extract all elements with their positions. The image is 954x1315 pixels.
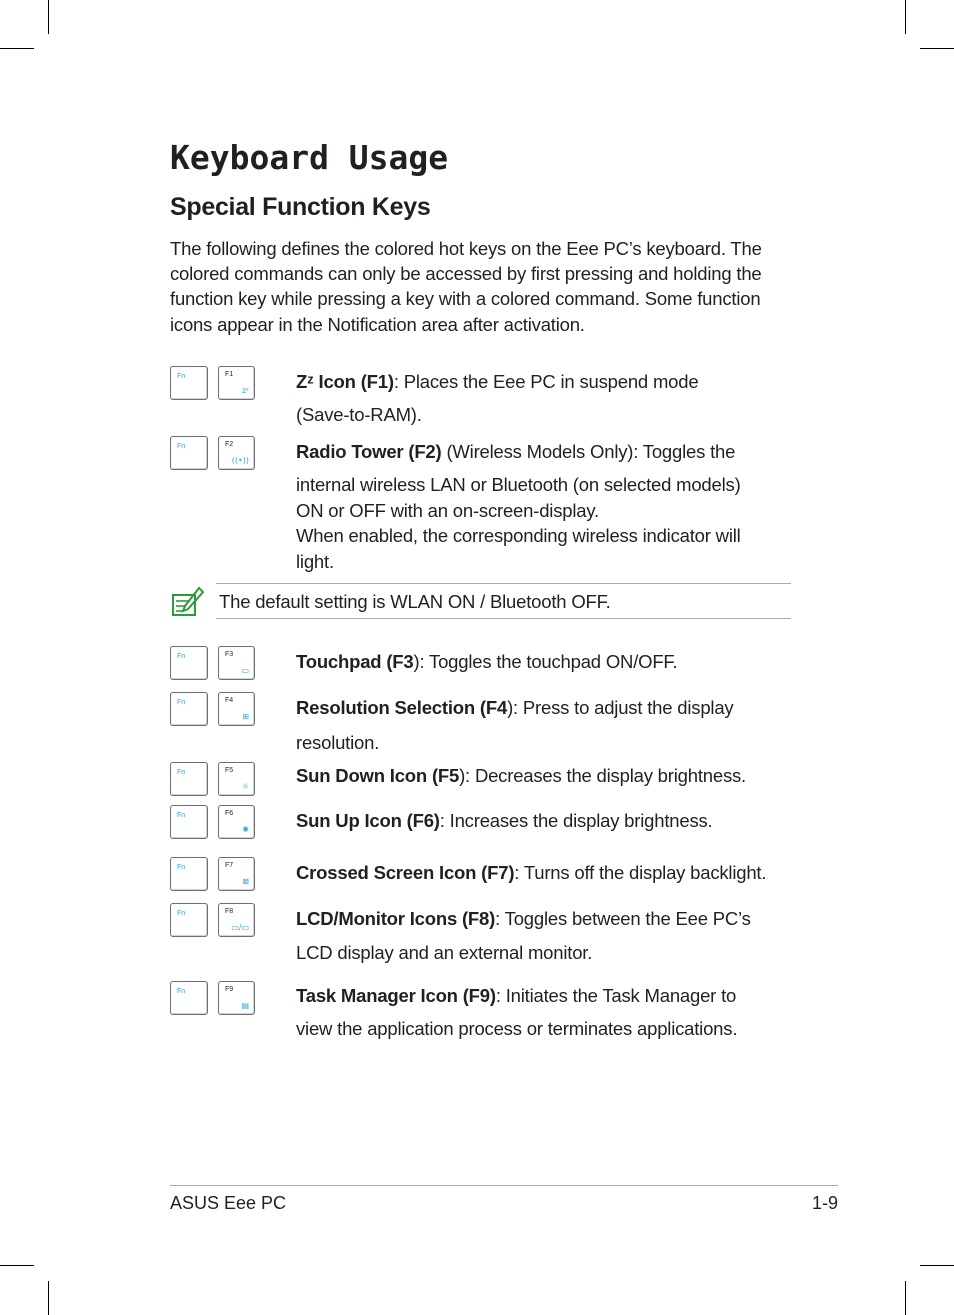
key-combo — [170, 762, 260, 796]
key-description-line: When enabled, the corresponding wireless indicator will — [296, 525, 741, 546]
intro-line: function key while pressing a key with a colored command. Some function — [170, 288, 761, 310]
page-title: Keyboard Usage — [170, 138, 449, 177]
intro-line: icons appear in the Notification area after activation. — [170, 313, 585, 335]
footer-product-name: ASUS Eee PC — [170, 1193, 287, 1213]
key-name: Touchpad (F3 — [296, 651, 414, 672]
fn-key — [170, 366, 208, 400]
zz-icon: zᶻ — [241, 386, 249, 395]
fn-key-label: Fn — [177, 373, 186, 380]
fn-key-label: Fn — [177, 812, 186, 819]
resolution-icon: ⊞ — [242, 712, 249, 721]
key-description — [296, 371, 791, 426]
fn-key-label: Fn — [177, 653, 186, 660]
crop-mark — [0, 48, 34, 49]
crop-mark — [48, 1281, 49, 1315]
footer-rule — [170, 1185, 838, 1186]
key-description-line: Places the Eee PC in suspend mode — [403, 371, 699, 392]
fn-key — [170, 903, 208, 937]
function-key — [218, 436, 255, 470]
key-combo — [170, 692, 260, 726]
key-combo — [170, 436, 260, 470]
fn-key — [170, 692, 208, 726]
note-rule-bottom — [216, 618, 791, 619]
key-name: Task Manager Icon (F9) — [296, 985, 496, 1006]
key-name: Resolution Selection (F4 — [296, 697, 508, 718]
function-key-label: F9 — [225, 986, 234, 993]
crop-mark — [920, 48, 954, 49]
fn-key-label: Fn — [177, 443, 186, 450]
key-separator: : — [495, 908, 505, 929]
key-separator: ): — [507, 697, 523, 718]
key-description-line: resolution. — [296, 732, 380, 753]
key-separator: : — [514, 862, 524, 883]
key-combo — [170, 857, 260, 891]
key-name: Sun Down Icon (F5 — [296, 765, 460, 786]
sun-up-icon: ✺ — [242, 825, 249, 834]
function-key-label: F4 — [225, 697, 234, 704]
fn-key — [170, 646, 208, 680]
lcd-monitor-icon: ▭/▭ — [231, 923, 249, 932]
note-rule-top — [216, 583, 791, 584]
fn-key — [170, 436, 208, 470]
intro-paragraph — [170, 236, 795, 337]
function-key-label: F1 — [225, 371, 234, 378]
key-separator: ): — [413, 651, 430, 672]
key-description — [296, 697, 791, 754]
crop-mark — [905, 0, 906, 34]
key-description-line: ON or OFF with an on-screen-display. — [296, 500, 599, 521]
key-combo — [170, 981, 260, 1015]
fn-key-label: Fn — [177, 988, 186, 995]
key-description — [296, 862, 791, 884]
function-key — [218, 646, 255, 680]
crossed-screen-icon: ⊠ — [242, 877, 249, 886]
fn-key-label: Fn — [177, 910, 186, 917]
function-key-label: F6 — [225, 810, 234, 817]
function-key-label: F5 — [225, 767, 234, 774]
key-description-line: Initiates the Task Manager to — [505, 985, 737, 1006]
key-separator: : — [393, 371, 404, 392]
function-key — [218, 366, 255, 400]
key-description — [296, 765, 791, 787]
key-description-line: (Save-to-RAM). — [296, 404, 422, 425]
page-number: 1-9 — [811, 1193, 838, 1213]
key-separator: : — [439, 810, 450, 831]
key-description-line: Toggles between the Eee PC’s — [504, 908, 751, 929]
note-box — [170, 583, 791, 619]
function-key-label: F7 — [225, 862, 234, 869]
function-key-label: F8 — [225, 908, 234, 915]
key-name: Crossed Screen Icon (F7) — [296, 862, 515, 883]
function-key — [218, 903, 255, 937]
function-key — [218, 692, 255, 726]
fn-key-label: Fn — [177, 769, 186, 776]
fn-key — [170, 805, 208, 839]
key-combo — [170, 805, 260, 839]
intro-line: The following defines the colored hot keys on the Eee PC’s keyboard. The — [170, 238, 762, 259]
crop-mark — [920, 1265, 954, 1266]
function-key — [218, 805, 255, 839]
section-title: Special Function Keys — [170, 193, 431, 221]
note-text: The default setting is WLAN ON / Bluetooth OFF. — [219, 591, 611, 612]
fn-key-label: Fn — [177, 864, 186, 871]
function-key — [218, 762, 255, 796]
task-manager-icon: ▤ — [241, 1001, 249, 1010]
key-name: Sun Up Icon (F6) — [296, 810, 440, 831]
key-description-line: light. — [296, 551, 334, 572]
radio-tower-icon: ((•)) — [231, 456, 249, 465]
key-description-line: Turns off the display backlight. — [523, 862, 767, 883]
key-description-line: Toggles the touchpad ON/OFF. — [429, 651, 678, 672]
fn-key — [170, 857, 208, 891]
key-separator: ): — [459, 765, 475, 786]
key-description — [296, 908, 791, 964]
crop-mark — [905, 1281, 906, 1315]
key-description-line: (Wireless Models Only): Toggles the — [446, 441, 736, 462]
function-key — [218, 981, 255, 1015]
key-name: Radio Tower (F2) — [296, 441, 442, 462]
key-description-line: Press to adjust the display — [522, 697, 734, 718]
fn-key — [170, 981, 208, 1015]
key-description-line: internal wireless LAN or Bluetooth (on selected models) — [296, 474, 741, 495]
key-description — [296, 810, 791, 832]
function-key-label: F2 — [225, 441, 234, 448]
function-key — [218, 857, 255, 891]
key-description-line: Decreases the display brightness. — [474, 765, 746, 786]
key-separator: : — [495, 985, 506, 1006]
key-name: Zᶻ Icon (F1) — [296, 371, 394, 392]
sun-down-icon: ☼ — [241, 782, 249, 791]
key-description-line: view the application process or terminates applications. — [296, 1018, 738, 1039]
key-combo — [170, 366, 260, 400]
crop-mark — [48, 0, 49, 34]
fn-key-label: Fn — [177, 699, 186, 706]
crop-mark — [0, 1265, 34, 1266]
key-description — [296, 441, 791, 573]
key-description-line: Increases the display brightness. — [449, 810, 713, 831]
intro-line: colored commands can only be accessed by first pressing and holding the — [170, 263, 762, 285]
key-description — [296, 985, 791, 1040]
key-name: LCD/Monitor Icons (F8) — [296, 908, 496, 929]
key-combo — [170, 646, 260, 680]
function-key-label: F3 — [225, 651, 234, 658]
fn-key — [170, 762, 208, 796]
touchpad-icon: ▭ — [241, 666, 249, 675]
key-description-line: LCD display and an external monitor. — [296, 942, 593, 963]
key-description — [296, 651, 791, 673]
key-combo — [170, 903, 260, 937]
note-pencil-icon — [170, 585, 206, 621]
